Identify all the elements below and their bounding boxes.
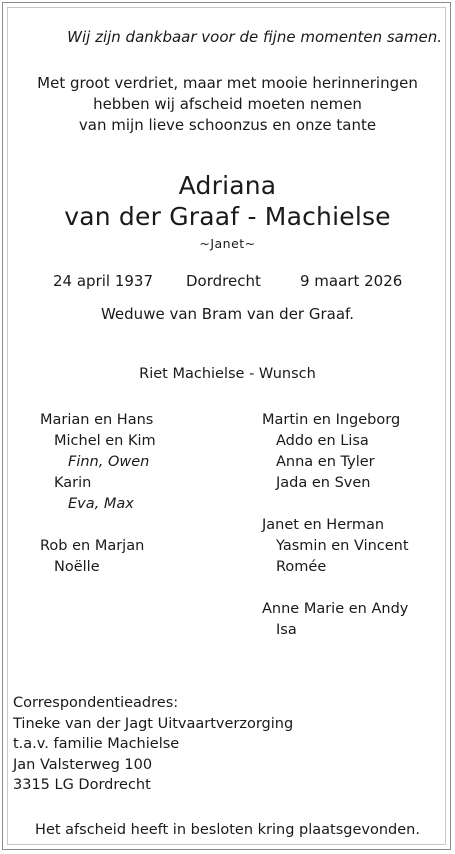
intro-line: Met groot verdriet, maar met mooie herinneringen xyxy=(37,74,418,92)
address-line: Jan Valsterweg 100 xyxy=(13,756,153,773)
family-couple-line: Marian en Hans xyxy=(40,412,154,428)
family-member-line: Yasmin en Vincent xyxy=(276,538,409,554)
closing-note: Het afscheid heeft in besloten kring plaatsgevonden. xyxy=(35,822,420,838)
family-spacer xyxy=(262,578,409,599)
grandchildren-names: Finn, Owen xyxy=(68,454,150,470)
family-column-left xyxy=(40,410,156,578)
family-spacer xyxy=(40,515,156,536)
deceased-nickname: ~Janet~ xyxy=(199,236,256,251)
family-column-right xyxy=(262,410,409,641)
deceased-first-name: Adriana xyxy=(178,171,277,200)
intro-text xyxy=(0,73,455,136)
family-member-line: Michel en Kim xyxy=(54,433,156,449)
intro-line: van mijn lieve schoonzus en onze tante xyxy=(78,116,377,134)
deceased-full-surname: van der Graaf - Machielse xyxy=(64,202,391,231)
birth-date: 24 april 1937 xyxy=(53,272,154,290)
widow-line: Weduwe van Bram van der Graaf. xyxy=(100,305,354,323)
main-relative: Riet Machielse - Wunsch xyxy=(139,366,316,382)
family-member-line: Addo en Lisa xyxy=(276,433,369,449)
correspondence-label: Correspondentieadres: xyxy=(13,695,179,711)
family-member-line: Noëlle xyxy=(54,559,100,575)
place: Dordrecht xyxy=(186,272,261,290)
address-line: t.a.v. familie Machielse xyxy=(13,736,180,752)
grandchildren-names: Eva, Max xyxy=(68,496,134,512)
motto: Wij zijn dankbaar voor de fijne momenten samen. xyxy=(67,28,442,46)
address-line: 3315 LG Dordrecht xyxy=(13,777,151,793)
family-couple-line: Rob en Marjan xyxy=(40,538,145,554)
family-member-line: Romée xyxy=(276,559,327,575)
family-couple-line: Martin en Ingeborg xyxy=(262,412,401,428)
death-date: 9 maart 2026 xyxy=(300,272,403,290)
family-couple-line: Janet en Herman xyxy=(262,517,385,533)
family-couple-line: Anne Marie en Andy xyxy=(262,601,409,617)
family-member-line: Anna en Tyler xyxy=(276,454,375,470)
family-member-line: Karin xyxy=(54,475,92,491)
address-line: Tineke van der Jagt Uitvaartverzorging xyxy=(13,715,294,732)
family-member-line: Isa xyxy=(276,622,297,638)
correspondence-address xyxy=(13,693,293,796)
family-member-line: Jada en Sven xyxy=(276,475,371,491)
family-spacer xyxy=(262,494,409,515)
intro-line: hebben wij afscheid moeten nemen xyxy=(93,95,362,113)
